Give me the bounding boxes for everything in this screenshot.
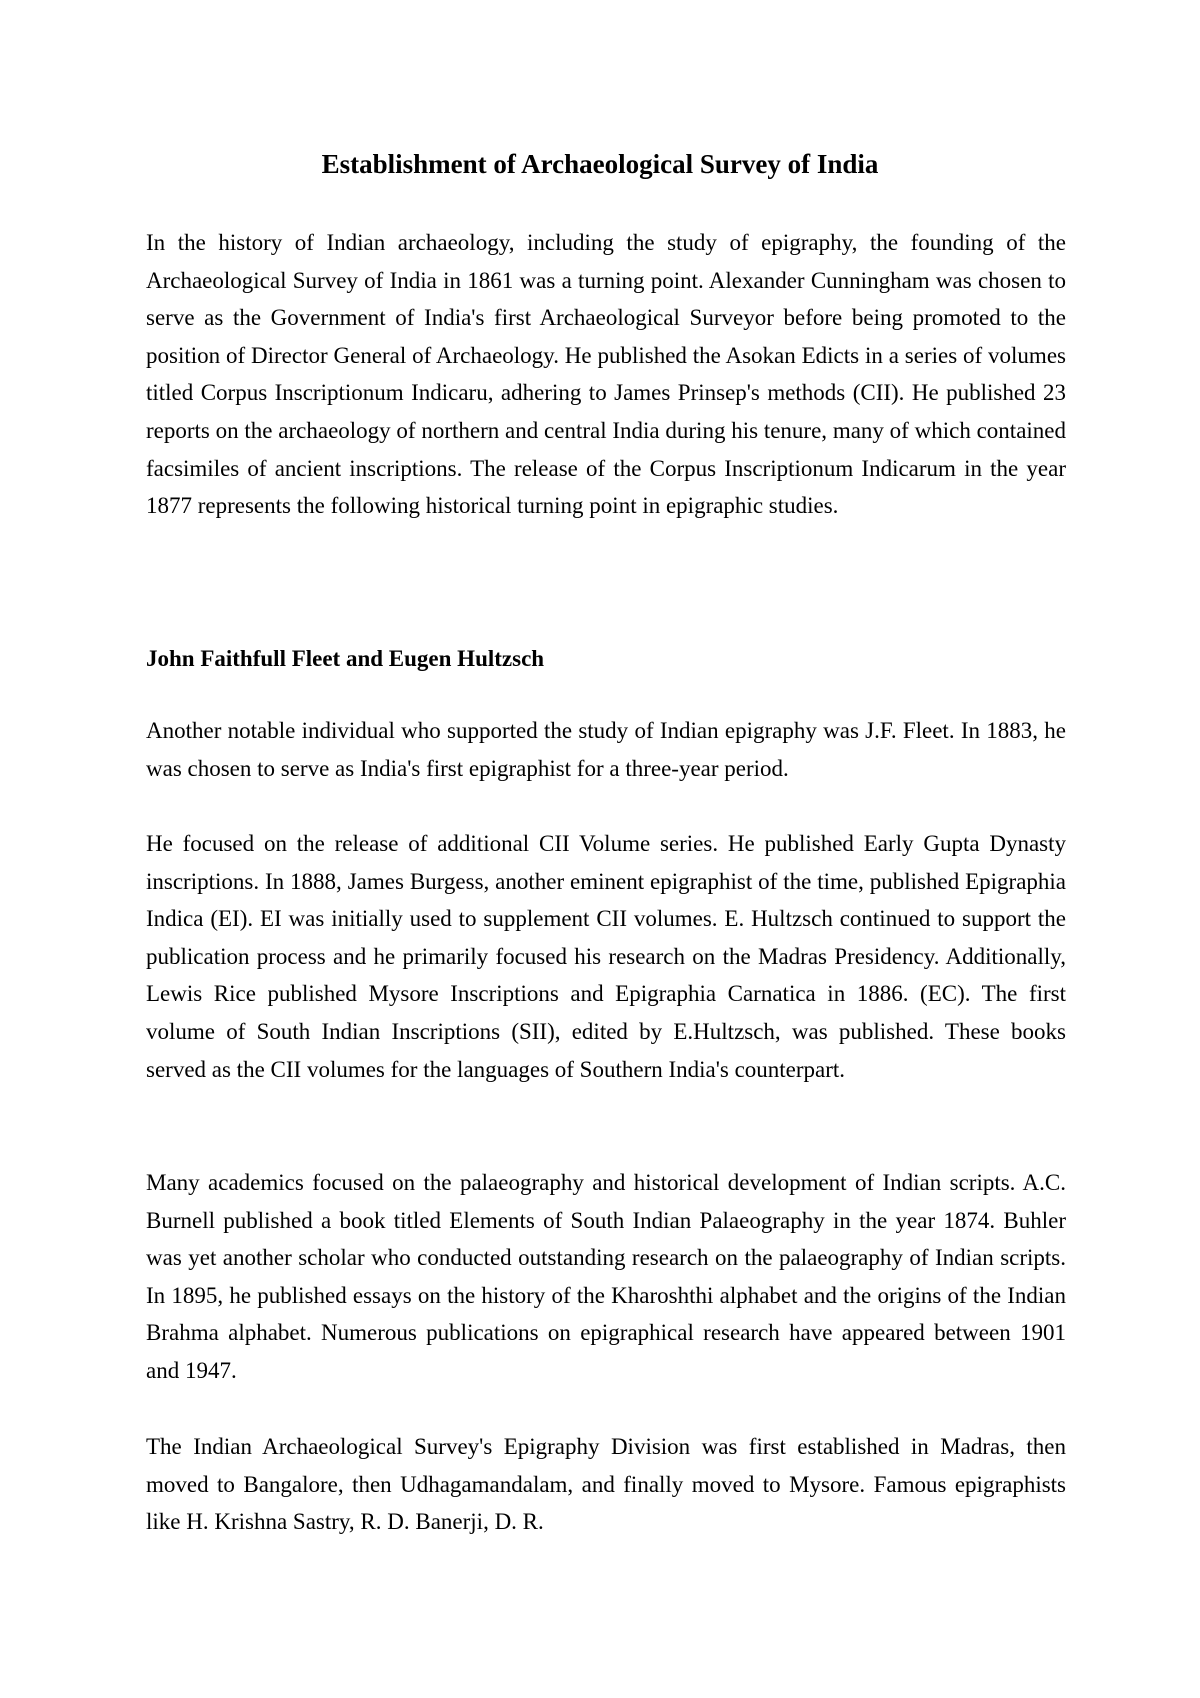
paragraph-epigraphy-division: The Indian Archaeological Survey's Epigraphy Division was first established in Madras, then moved to Bangalore, then Udhagamandalam, and finally moved to Mysore. Famous epigraphists like H. Krishna Sastry, R. D. Banerji, D. R. — [146, 1434, 1066, 1535]
paragraph-asi-founding: In the history of Indian archaeology, including the study of epigraphy, the founding of the Archaeological Survey of India in 1861 was a turning point. Alexander Cunningham was chosen to serve as the Government of India's first Archaeological Surveyor before being promoted to the position of Director General of Archaeology. He published the Asokan Edicts in a series of volumes titled Corpus Inscriptionum Indicaru, adhering to James Prinsep's methods (CII). He published 23 reports on the archaeology of northern and central India during his tenure, many of which contained facsimiles of ancient inscriptions. The release of the Corpus Inscriptionum Indicarum in the year 1877 represents the following historical turning point in epigraphic studies. — [146, 230, 1066, 519]
paragraph-fleet: Another notable individual who supported the study of Indian epigraphy was J.F. Fleet. In 1883, he was chosen to serve as India's first epigraphist for a three-year period. — [146, 718, 1066, 781]
section-heading: John Faithfull Fleet and Eugen Hultzsch — [146, 646, 545, 671]
paragraph-palaeography: Many academics focused on the palaeography and historical development of Indian scripts. A.C. Burnell published a book titled Elements of South Indian Palaeography in the year 1874. Buhler was yet another scholar who conducted outstanding research on the palaeography of Indian scripts. In 1895, he published essays on the history of the Kharoshthi alphabet and the origins of the Indian Brahma alphabet. Numerous publications on epigraphical research have appeared between 1901 and 1947. — [146, 1170, 1066, 1383]
page-title: Establishment of Archaeological Survey of India — [321, 149, 879, 179]
paragraph-cii-volumes: He focused on the release of additional CII Volume series. He published Early Gupta Dynasty inscriptions. In 1888, James Burgess, another eminent epigraphist of the time, published Epigraphia Indica (EI). EI was initially used to supplement CII volumes. E. Hultzsch continued to support the publication process and he primarily focused his research on the Madras Presidency. Additionally, Lewis Rice published Mysore Inscriptions and Epigraphia Carnatica in 1886. (EC). The first volume of South Indian Inscriptions (SII), edited by E.Hultzsch, was published. These books served as the CII volumes for the languages of Southern India's counterpart. — [146, 831, 1066, 1082]
